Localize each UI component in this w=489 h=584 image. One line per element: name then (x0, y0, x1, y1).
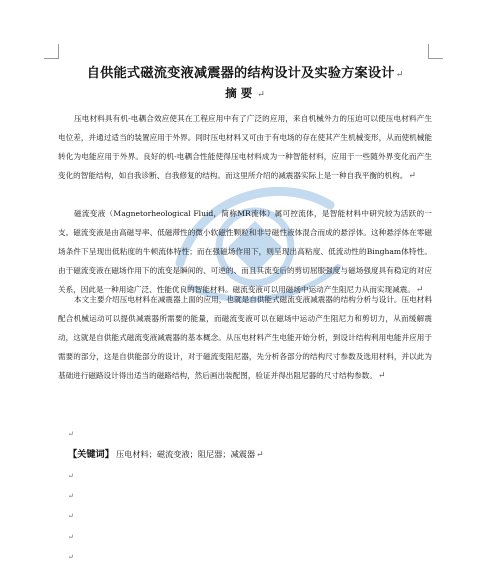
keywords-line: 【关键词】 压电材料；磁流变液；阻尼器；减震器↵ (68, 449, 264, 460)
abstract-paragraph-1: 压电材料具有机-电耦合效应使其在工程应用中有了广泛的应用，来自机械外力的压迫可以使压电材料产生电位差，并通过适当的装置应用于外界。同时压电材料又可由于有电场的存在使其产生机械变形，从而使机械能转化为电能应用于外界。良好的机-电耦合性能使得压电材料成为一种智能材料，应用于一些随外界变化而产生变化的智能结构，如自我诊断、自我修复的结构。而这里所介绍的减震器实际上是一种自我平衡的机构。↵ (58, 114, 432, 181)
empty-paragraph-mark: ↵ (68, 512, 74, 520)
crop-mark-top-right (428, 44, 443, 59)
empty-paragraph-mark: ↵ (68, 472, 74, 480)
abstract-heading: 摘要↵ (225, 86, 265, 100)
document-title: 自供能式磁流变液减震器的结构设计及实验方案设计↵ (86, 66, 404, 81)
empty-paragraph-mark: ↵ (68, 533, 74, 541)
abstract-paragraph-2: 磁流变液（Magnetorheological Fluid，简称MR流体）属可控流体，是智能材料中研究较为活跃的一支。磁流变液是由高磁导率、低磁滞性的微小软磁性颗粒和非导磁性液体混合而成的悬浮体。这种悬浮体在零磁场条件下呈现出低粘度的牛顿流体特性；而在强磁场作用下，则呈现出高粘度、低流动性的Bingham体特性。由于磁流变液在磁场作用下的流变是瞬间的、可逆的、而且其流变后的剪切屈服强度与磁场强度具有稳定的对应关系，因此是一种用途广泛、性能优良的智能材料。磁流变液可以用磁场中运动产生阻尼力从而实现减震。↵ (58, 209, 432, 295)
crop-mark-top-left (44, 44, 59, 59)
keywords-label: 【关键词】 (68, 449, 114, 460)
empty-paragraph-mark: ↵ (68, 430, 74, 438)
empty-paragraph-mark: ↵ (68, 553, 74, 561)
keywords-list: 压电材料；磁流变液；阻尼器；减震器 (115, 449, 256, 459)
empty-paragraph-mark: ↵ (68, 492, 74, 500)
abstract-paragraph-3: 本文主要介绍压电材料在减震器上面的应用，也就是自供能式磁流变液减震器的结构分析与设计。压电材料配合机械运动可以提供减震器所需要的能量，而磁流变液可以在磁场中运动产生阻尼力和剪切力，从而缓解震动，这就是自供能式磁流变液减震器的基本概念。从压电材料产生电能开始分析，到设计结构利用电能并应用于需要的部分，这是自供能部分的设计，对于磁流变阻尼器，先分析各部分的结构尺寸参数及选用材料，并以此为基础进行磁路设计得出适当的磁路结构，然后画出装配图，验证并得出阻尼器的尺寸结构参数。↵ (58, 295, 432, 381)
